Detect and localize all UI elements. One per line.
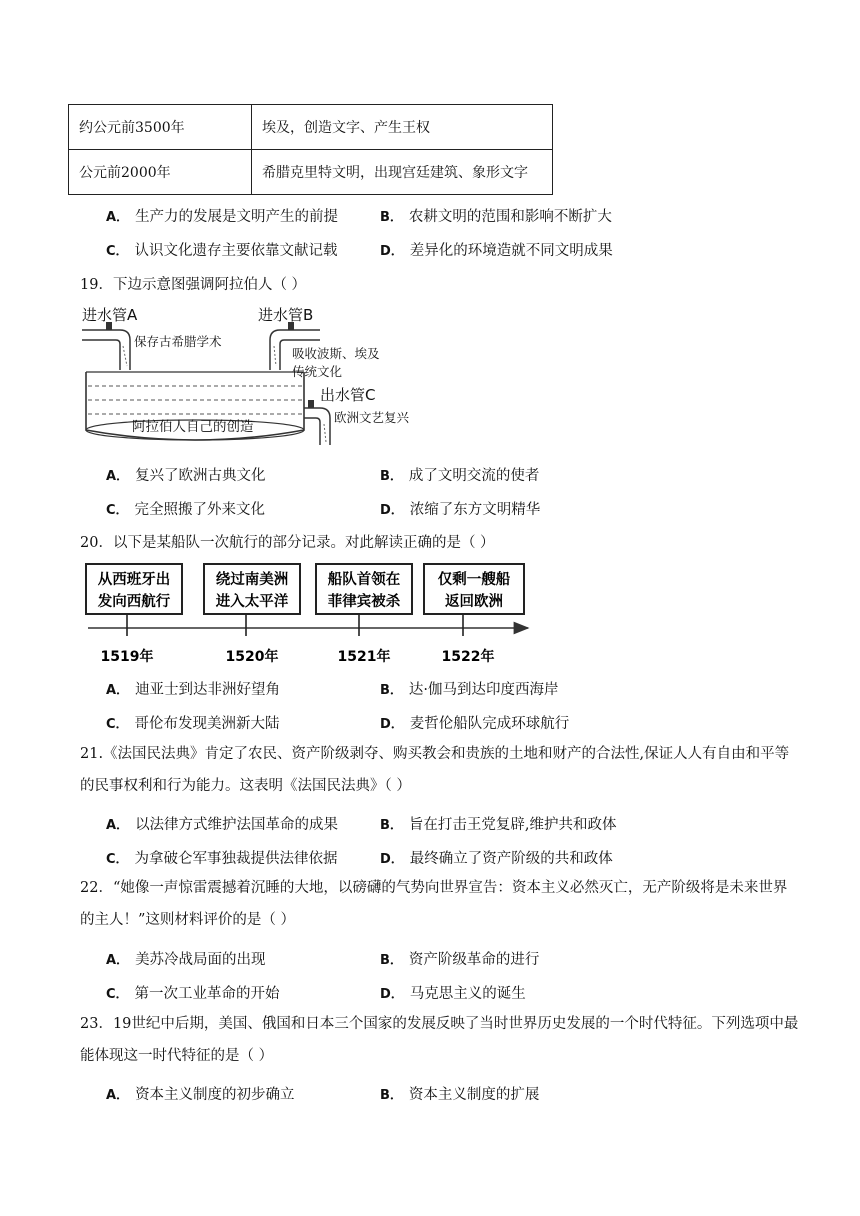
table-row bbox=[69, 150, 553, 195]
q19-option-b[interactable]: B． 成了文明交流的使者 bbox=[380, 468, 540, 484]
pipe-b-label: 进水管B bbox=[258, 306, 314, 324]
pipe-b-note-2: 传统文化 bbox=[292, 364, 343, 379]
q22-option-a[interactable]: A． 美苏冷战局面的出现 bbox=[106, 952, 266, 968]
timeline-year: 1521年 bbox=[337, 649, 391, 665]
q20-stem: 20．以下是某船队一次航行的部分记录。对此解读正确的是（ ） bbox=[80, 535, 495, 551]
svg-text:从西班牙出: 从西班牙出 bbox=[97, 572, 171, 588]
timeline-year: 1522年 bbox=[441, 649, 495, 665]
svg-text:发向西航行: 发向西航行 bbox=[97, 594, 171, 610]
q21-option-c[interactable]: C． 为拿破仑军事独裁提供法律依据 bbox=[106, 851, 338, 867]
timeline-year: 1519年 bbox=[100, 649, 154, 665]
q22-option-b[interactable]: B． 资产阶级革命的进行 bbox=[380, 952, 540, 968]
pipe-a-note: 保存古希腊学术 bbox=[134, 334, 222, 349]
q22-option-d[interactable]: D． 马克思主义的诞生 bbox=[380, 986, 526, 1002]
svg-text:仅剩一艘船: 仅剩一艘船 bbox=[437, 572, 511, 588]
q19-option-a[interactable]: A． 复兴了欧洲古典文化 bbox=[106, 468, 266, 484]
q20-option-a[interactable]: A． 迪亚士到达非洲好望角 bbox=[106, 682, 281, 698]
q21-option-a[interactable]: A． 以法律方式维护法国革命的成果 bbox=[106, 817, 339, 833]
pipe-c-label: 出水管C bbox=[320, 386, 376, 404]
q18-option-a[interactable]: A． 生产力的发展是文明产生的前提 bbox=[106, 209, 339, 225]
table-cell-event: 希腊克里特文明，出现宫廷建筑、象形文字 bbox=[252, 150, 553, 195]
q20-option-d[interactable]: D． 麦哲伦船队完成环球航行 bbox=[380, 716, 570, 732]
q19-water-tank-diagram bbox=[80, 300, 430, 450]
q20-option-c[interactable]: C． 哥伦布发现美洲新大陆 bbox=[106, 716, 280, 732]
q19-option-d[interactable]: D． 浓缩了东方文明精华 bbox=[380, 502, 541, 518]
pipe-a-label: 进水管A bbox=[82, 306, 138, 324]
q18-option-b[interactable]: B． 农耕文明的范围和影响不断扩大 bbox=[380, 209, 612, 225]
svg-text:返回欧洲: 返回欧洲 bbox=[445, 594, 503, 610]
q23-option-b[interactable]: B． 资本主义制度的扩展 bbox=[380, 1087, 540, 1103]
timeline-event bbox=[86, 564, 182, 665]
table-cell-event: 埃及，创造文字、产生王权 bbox=[252, 105, 553, 150]
pipe-c-note: 欧洲文艺复兴 bbox=[334, 410, 410, 425]
q20-option-b[interactable]: B． 达·伽马到达印度西海岸 bbox=[380, 682, 559, 698]
q19-stem: 19．下边示意图强调阿拉伯人（ ） bbox=[80, 277, 307, 293]
svg-text:菲律宾被杀: 菲律宾被杀 bbox=[327, 594, 401, 610]
q22-stem: 22．“她像一声惊雷震撼着沉睡的大地，以磅礴的气势向世界宣告：资本主义必然灭亡，无产阶级将是未来世界的主人！”这则材料评价的是（ ） bbox=[80, 880, 788, 928]
pipe-b-note-1: 吸收波斯、埃及 bbox=[292, 346, 380, 361]
table-row bbox=[69, 105, 553, 150]
q20-voyage-timeline bbox=[80, 560, 534, 670]
svg-text:进入太平洋: 进入太平洋 bbox=[215, 594, 289, 610]
q21-option-b[interactable]: B． 旨在打击王党复辟,维护共和政体 bbox=[380, 817, 617, 833]
civilization-table bbox=[68, 104, 553, 195]
timeline-year: 1520年 bbox=[225, 649, 279, 665]
tank-label: 阿拉伯人自己的创造 bbox=[132, 419, 254, 435]
svg-text:绕过南美洲: 绕过南美洲 bbox=[215, 572, 289, 588]
q21-stem: 21.《法国民法典》肯定了农民、资产阶级剥夺、购买教会和贵族的土地和财产的合法性,保证人人有自由和平等的民事权利和行为能力。这表明《法国民法典》（ ） bbox=[80, 746, 790, 794]
table-cell-time: 公元前2000年 bbox=[69, 150, 252, 195]
q21-option-d[interactable]: D． 最终确立了资产阶级的共和政体 bbox=[380, 851, 613, 867]
timeline-event bbox=[316, 564, 412, 665]
q18-option-d[interactable]: D． 差异化的环境造就不同文明成果 bbox=[380, 243, 613, 259]
q19-option-c[interactable]: C． 完全照搬了外来文化 bbox=[106, 502, 266, 518]
timeline-event bbox=[424, 564, 524, 665]
timeline-event bbox=[204, 564, 300, 665]
q23-stem: 23．19世纪中后期，美国、俄国和日本三个国家的发展反映了当时世界历史发展的一个时代特征。下列选项中最能体现这一时代特征的是（ ） bbox=[80, 1016, 799, 1064]
svg-text:船队首领在: 船队首领在 bbox=[327, 572, 401, 588]
q18-option-c[interactable]: C． 认识文化遗存主要依靠文献记载 bbox=[106, 243, 338, 259]
q22-option-c[interactable]: C． 第一次工业革命的开始 bbox=[106, 986, 280, 1002]
q23-option-a[interactable]: A． 资本主义制度的初步确立 bbox=[106, 1087, 295, 1103]
table-cell-time: 约公元前3500年 bbox=[69, 105, 252, 150]
